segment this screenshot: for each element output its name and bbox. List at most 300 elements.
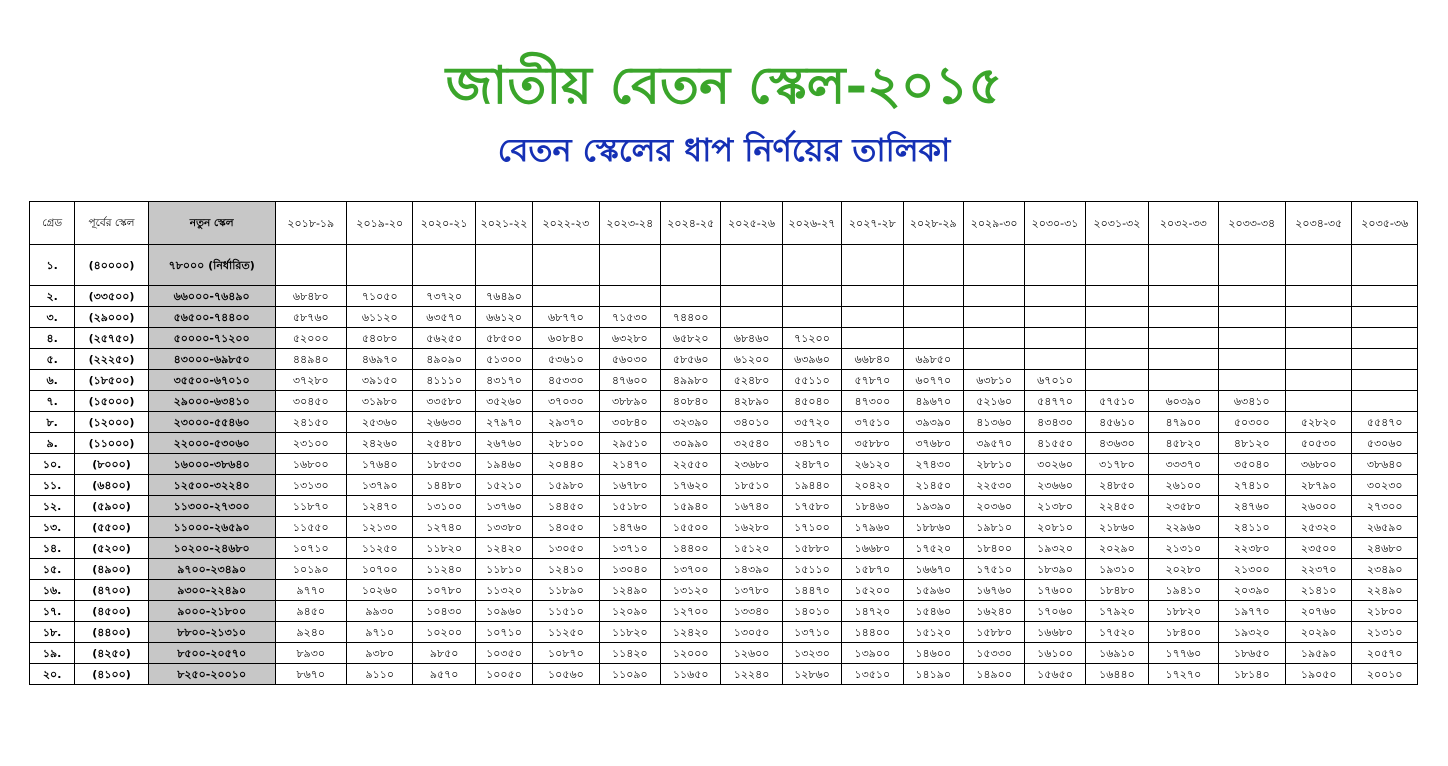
salary-step-cell: ১৮৪৮০	[1085, 580, 1148, 601]
salary-step-cell: ৩০৮৪০	[599, 412, 660, 433]
salary-step-cell: ১১২৫০	[347, 538, 413, 559]
salary-step-cell: ১৭৯৬০	[842, 517, 903, 538]
salary-step-cell: ১৫২১০	[475, 475, 532, 496]
salary-step-cell: ২০৮১০	[1025, 517, 1085, 538]
salary-step-cell: ১২১৩০	[347, 517, 413, 538]
salary-step-cell: ২২৩৮০	[1218, 538, 1285, 559]
salary-step-cell: ৬৫৮২০	[661, 328, 721, 349]
salary-step-cell	[1085, 370, 1148, 391]
salary-step-cell: ১৫১৮০	[599, 496, 660, 517]
column-header: ২০১৯-২০	[347, 202, 413, 245]
salary-step-cell: ১১৮২০	[413, 538, 475, 559]
column-header: নতুন স্কেল	[148, 202, 275, 245]
table-row	[30, 412, 1418, 433]
grade-cell: ৭.	[30, 391, 75, 412]
salary-step-cell: ১২৭০০	[661, 601, 721, 622]
salary-step-cell: ২৯৫১০	[599, 433, 660, 454]
page-title: জাতীয় বেতন স্কেল-২০১৫	[445, 55, 1003, 116]
salary-step-cell	[1352, 391, 1418, 412]
salary-step-cell: ১৮৫৩০	[413, 454, 475, 475]
salary-step-cell: ১৭১০০	[782, 517, 841, 538]
salary-step-cell: ৪৮১২০	[1218, 433, 1285, 454]
salary-step-cell	[599, 245, 660, 286]
salary-step-cell: ২৩১০০	[275, 433, 346, 454]
salary-step-cell: ২২৪৫০	[1085, 496, 1148, 517]
salary-step-cell: ২৮১০০	[533, 433, 599, 454]
previous-scale-cell: (৪১০০)	[75, 664, 148, 685]
salary-step-cell: ১৯৪৬০	[475, 454, 532, 475]
salary-step-cell	[1149, 286, 1218, 307]
salary-step-cell: ১৪৪০০	[661, 538, 721, 559]
salary-step-cell	[533, 245, 599, 286]
salary-step-cell: ২৭৩০০	[1352, 496, 1418, 517]
salary-step-cell: ১১৮২০	[599, 622, 660, 643]
salary-step-cell	[963, 286, 1024, 307]
grade-cell: ১৯.	[30, 643, 75, 664]
salary-step-cell: ১০২৬০	[347, 580, 413, 601]
column-header: ২০৩৫-৩৬	[1352, 202, 1418, 245]
salary-step-cell	[1085, 286, 1148, 307]
salary-step-cell: ১৪৪০০	[842, 622, 903, 643]
previous-scale-cell: (১৮৫০০)	[75, 370, 148, 391]
salary-step-cell: ১৬৬৭০	[903, 559, 963, 580]
salary-step-cell: ২৬৭৬০	[475, 433, 532, 454]
salary-step-cell: ৩৭২৮০	[275, 370, 346, 391]
salary-step-cell: ৪৪৯৪০	[275, 349, 346, 370]
salary-step-cell	[1025, 307, 1085, 328]
salary-step-cell: ২৯৩৭০	[533, 412, 599, 433]
salary-step-cell: ১৩৫১০	[842, 664, 903, 685]
column-header: ২০২২-২৩	[533, 202, 599, 245]
salary-step-cell: ৭১৫৩০	[599, 307, 660, 328]
salary-step-cell: ৩৭৫১০	[842, 412, 903, 433]
salary-step-cell: ১২৪২০	[661, 622, 721, 643]
grade-cell: ১৬.	[30, 580, 75, 601]
salary-step-cell	[782, 286, 841, 307]
salary-step-cell	[1149, 370, 1218, 391]
salary-step-cell: ৩৫২৬০	[475, 391, 532, 412]
table-row	[30, 433, 1418, 454]
salary-step-cell: ২৮৭৯০	[1285, 475, 1351, 496]
salary-step-cell: ১০৩৫০	[475, 643, 532, 664]
salary-step-cell: ১৩০৪০	[599, 559, 660, 580]
salary-step-cell: ৩০৪৫০	[275, 391, 346, 412]
salary-step-cell	[1285, 391, 1351, 412]
salary-step-cell: ১১৬৫০	[661, 664, 721, 685]
salary-step-cell: ১৬৭৬০	[963, 580, 1024, 601]
salary-step-cell: ১৭৫১০	[963, 559, 1024, 580]
salary-step-cell	[963, 307, 1024, 328]
salary-step-cell: ৭৩৭২০	[413, 286, 475, 307]
salary-step-cell: ৬৩২৮০	[599, 328, 660, 349]
salary-step-cell: ৪৫০৪০	[782, 391, 841, 412]
salary-step-cell: ১৩৭১০	[599, 538, 660, 559]
salary-step-cell	[1025, 328, 1085, 349]
salary-step-cell: ১৮৬৫০	[1218, 643, 1285, 664]
salary-step-cell: ৫৫৪৭০	[1352, 412, 1418, 433]
salary-step-cell	[1218, 328, 1285, 349]
salary-step-cell: ১৪৪৮০	[413, 475, 475, 496]
salary-step-cell: ২৮৮১০	[963, 454, 1024, 475]
salary-step-cell: ৮৯৩০	[275, 643, 346, 664]
salary-step-cell	[842, 328, 903, 349]
salary-step-cell: ১২৪৭০	[347, 496, 413, 517]
salary-step-cell: ১৯০৫০	[1285, 664, 1351, 685]
grade-cell: ১৭.	[30, 601, 75, 622]
column-header: ২০২৫-২৬	[721, 202, 782, 245]
salary-step-cell: ৪৯৯৮০	[661, 370, 721, 391]
salary-step-cell: ২৪১৫০	[275, 412, 346, 433]
salary-step-cell	[1352, 349, 1418, 370]
salary-step-cell: ৯৭১০	[347, 622, 413, 643]
salary-step-cell: ৩৭৬৮০	[903, 433, 963, 454]
salary-step-cell: ১৮৮২০	[1149, 601, 1218, 622]
salary-step-cell: ৩৪০১০	[721, 412, 782, 433]
column-header: ২০২০-২১	[413, 202, 475, 245]
grade-cell: ১১.	[30, 475, 75, 496]
new-scale-cell: ৫০০০০-৭১২০০	[148, 328, 275, 349]
salary-step-cell: ১২৪২০	[475, 538, 532, 559]
salary-step-cell: ১৬১০০	[1025, 643, 1085, 664]
salary-step-cell: ৫৮৭৬০	[275, 307, 346, 328]
salary-step-cell: ২৩৪৯০	[1352, 559, 1418, 580]
salary-step-cell	[1285, 370, 1351, 391]
new-scale-cell: ৩৫৫০০-৬৭০১০	[148, 370, 275, 391]
salary-step-cell: ১৪৪৫০	[533, 496, 599, 517]
salary-step-cell: ৪২৮৯০	[721, 391, 782, 412]
salary-step-cell: ৫৬০৩০	[599, 349, 660, 370]
salary-step-cell: ৯৫৭০	[413, 664, 475, 685]
salary-step-cell: ১৩১৩০	[275, 475, 346, 496]
grade-cell: ৩.	[30, 307, 75, 328]
salary-step-cell: ৩৫৭২০	[782, 412, 841, 433]
salary-step-cell: ৫৬২৫০	[413, 328, 475, 349]
salary-step-cell	[1218, 307, 1285, 328]
salary-step-cell: ৪৭৩০০	[842, 391, 903, 412]
salary-step-cell: ৬৩৮১০	[963, 370, 1024, 391]
salary-step-cell: ২৭৯৭০	[475, 412, 532, 433]
previous-scale-cell: (৫৯০০)	[75, 496, 148, 517]
salary-step-cell	[782, 245, 841, 286]
new-scale-cell: ৪৩০০০-৬৯৮৫০	[148, 349, 275, 370]
salary-step-cell: ২০০১০	[1352, 664, 1418, 685]
salary-step-cell: ১১৮৭০	[275, 496, 346, 517]
salary-step-cell: ১৬৭৪০	[721, 496, 782, 517]
salary-step-cell: ২১৪৫০	[903, 475, 963, 496]
salary-step-cell: ২২৯৬০	[1149, 517, 1218, 538]
salary-step-cell: ২১৩১০	[1149, 538, 1218, 559]
salary-step-cell: ৪৩১৭০	[475, 370, 532, 391]
salary-step-cell: ১৭৫২০	[1085, 622, 1148, 643]
salary-step-cell: ৬১২০০	[721, 349, 782, 370]
salary-step-cell: ১৬৪৪০	[1085, 664, 1148, 685]
new-scale-cell: ৭৮০০০ (নির্ধারিত)	[148, 245, 275, 286]
salary-step-cell	[782, 307, 841, 328]
salary-step-cell: ৬৮৪৬০	[721, 328, 782, 349]
salary-step-cell: ১১০৯০	[599, 664, 660, 685]
salary-step-cell: ২১৮০০	[1352, 601, 1418, 622]
new-scale-cell: ১৬০০০-৩৮৬৪০	[148, 454, 275, 475]
salary-step-cell: ১২৪৯০	[599, 580, 660, 601]
salary-step-cell: ১৫৫০০	[661, 517, 721, 538]
salary-step-cell	[1218, 349, 1285, 370]
salary-step-cell: ১১৮১০	[475, 559, 532, 580]
salary-step-cell: ১৩৭৬০	[475, 496, 532, 517]
salary-step-cell: ১৭৭৬০	[1149, 643, 1218, 664]
table-row	[30, 328, 1418, 349]
salary-step-cell	[963, 245, 1024, 286]
previous-scale-cell: (৮০০০)	[75, 454, 148, 475]
salary-step-cell: ১৩৭৯০	[347, 475, 413, 496]
salary-step-cell: ৯২৪০	[275, 622, 346, 643]
salary-step-cell: ১৭০৬০	[1025, 601, 1085, 622]
salary-step-cell: ১৭৯২০	[1085, 601, 1148, 622]
salary-step-cell	[1149, 349, 1218, 370]
salary-step-cell: ৯১১০	[347, 664, 413, 685]
salary-step-cell: ১৫৪৬০	[903, 601, 963, 622]
salary-step-cell: ১৯৩১০	[1085, 559, 1148, 580]
salary-step-cell: ২০৭৬০	[1285, 601, 1351, 622]
salary-step-cell	[1085, 245, 1148, 286]
salary-step-cell: ১১৮৯০	[533, 580, 599, 601]
salary-step-cell: ১৬২৪০	[963, 601, 1024, 622]
salary-step-cell: ৭১২০০	[782, 328, 841, 349]
salary-step-cell: ৩৮৮৯০	[599, 391, 660, 412]
salary-step-cell: ২৫৪৮০	[413, 433, 475, 454]
salary-step-cell: ২০৪২০	[842, 475, 903, 496]
salary-step-cell: ৫১৩০০	[475, 349, 532, 370]
salary-step-cell: ৫৪৭৭০	[1025, 391, 1085, 412]
salary-step-cell: ৬৮৭৭০	[533, 307, 599, 328]
salary-step-cell: ১৭৬২০	[661, 475, 721, 496]
salary-step-cell: ৩৫০৪০	[1218, 454, 1285, 475]
previous-scale-cell: (১১০০০)	[75, 433, 148, 454]
salary-step-cell: ৩৯১৫০	[347, 370, 413, 391]
salary-step-cell: ৫২১৬০	[963, 391, 1024, 412]
salary-step-cell: ২০৪৪০	[533, 454, 599, 475]
salary-step-cell: ১০৭১০	[275, 538, 346, 559]
salary-step-cell: ১২৬০০	[721, 643, 782, 664]
salary-step-cell: ১৫৯৬০	[903, 580, 963, 601]
salary-step-cell: ৪০৮৪০	[661, 391, 721, 412]
salary-step-cell: ১৭৫৮০	[782, 496, 841, 517]
salary-step-cell: ৩৯৫৭০	[963, 433, 1024, 454]
salary-step-cell: ৭১০৫০	[347, 286, 413, 307]
table-row	[30, 391, 1418, 412]
salary-step-cell: ৬০৭৭০	[903, 370, 963, 391]
salary-step-cell: ৫২০০০	[275, 328, 346, 349]
salary-step-cell: ২০৩৯০	[1218, 580, 1285, 601]
new-scale-cell: ৯০০০-২১৮০০	[148, 601, 275, 622]
salary-step-cell: ২৪৭৬০	[1218, 496, 1285, 517]
salary-step-cell: ২৭৪১০	[1218, 475, 1285, 496]
salary-step-cell: ১৮৪০০	[1149, 622, 1218, 643]
salary-step-cell: ২১৩৮০	[1025, 496, 1085, 517]
salary-step-cell: ১৮৫১০	[721, 475, 782, 496]
salary-step-cell: ১০৫৬০	[533, 664, 599, 685]
salary-step-cell: ২৬১০০	[1149, 475, 1218, 496]
salary-step-cell: ৫০৩০০	[1218, 412, 1285, 433]
salary-step-cell: ১৩৩৮০	[475, 517, 532, 538]
salary-step-cell: ৬০৩৯০	[1149, 391, 1218, 412]
salary-step-cell: ১৫৮৮০	[963, 622, 1024, 643]
grade-cell: ৬.	[30, 370, 75, 391]
column-header: ২০২৪-২৫	[661, 202, 721, 245]
salary-step-cell: ১৬৯১০	[1085, 643, 1148, 664]
salary-step-cell: ৬৩৫৭০	[413, 307, 475, 328]
salary-step-cell: ২৩৬৮০	[721, 454, 782, 475]
grade-cell: ১.	[30, 245, 75, 286]
salary-step-cell: ১৩৭০০	[661, 559, 721, 580]
salary-step-cell: ৫৩৬১০	[533, 349, 599, 370]
previous-scale-cell: (৪৫০০)	[75, 601, 148, 622]
table-row	[30, 370, 1418, 391]
salary-step-cell: ১৪৪৭০	[782, 580, 841, 601]
table-row	[30, 454, 1418, 475]
salary-step-cell: ১৬৭৮০	[599, 475, 660, 496]
table-header-row	[30, 202, 1418, 245]
salary-step-cell: ১৩৯০০	[842, 643, 903, 664]
salary-step-cell	[1149, 245, 1218, 286]
salary-step-cell: ১৬৬৮০	[1025, 622, 1085, 643]
column-header: গ্রেড	[30, 202, 75, 245]
salary-step-cell: ৪১৩৬০	[963, 412, 1024, 433]
salary-step-cell: ৪৯০৯০	[413, 349, 475, 370]
salary-step-cell: ৯৭৭০	[275, 580, 346, 601]
table-row	[30, 664, 1418, 685]
salary-step-cell: ২৪৮৫০	[1085, 475, 1148, 496]
salary-step-cell: ১০৭৮০	[413, 580, 475, 601]
column-header: ২০৩৩-৩৪	[1218, 202, 1285, 245]
salary-step-cell: ১৯৪১০	[1149, 580, 1218, 601]
previous-scale-cell: (৪৯০০)	[75, 559, 148, 580]
salary-step-cell: ২১৪৭০	[599, 454, 660, 475]
salary-step-cell: ৬৬১২০	[475, 307, 532, 328]
salary-step-cell: ১৪০৫০	[533, 517, 599, 538]
salary-step-cell: ৬৩৯৬০	[782, 349, 841, 370]
salary-step-cell	[1085, 349, 1148, 370]
salary-step-cell: ৪৩৪৩০	[1025, 412, 1085, 433]
salary-step-cell	[1218, 370, 1285, 391]
salary-step-cell: ১৩৩৪০	[721, 601, 782, 622]
salary-step-cell	[903, 286, 963, 307]
salary-step-cell: ৩২৩৯০	[661, 412, 721, 433]
salary-step-cell: ৪৭৬০০	[599, 370, 660, 391]
salary-step-cell: ২৩৫০০	[1285, 538, 1351, 559]
salary-step-cell	[842, 245, 903, 286]
salary-step-cell: ১২০৯০	[599, 601, 660, 622]
salary-step-cell	[1352, 328, 1418, 349]
salary-step-cell: ২১৩১০	[1352, 622, 1418, 643]
salary-step-cell: ৮৬৭০	[275, 664, 346, 685]
salary-step-cell	[1285, 349, 1351, 370]
salary-step-cell	[1149, 328, 1218, 349]
salary-step-cell: ১৯৫৯০	[1285, 643, 1351, 664]
previous-scale-cell: (৪৪০০)	[75, 622, 148, 643]
new-scale-cell: ১২৫০০-৩২২৪০	[148, 475, 275, 496]
salary-step-cell: ১১৩২০	[475, 580, 532, 601]
salary-step-cell: ৬০৮৪০	[533, 328, 599, 349]
salary-step-cell: ৩৭০৩০	[533, 391, 599, 412]
salary-step-cell: ১৭২৭০	[1149, 664, 1218, 685]
grade-cell: ৯.	[30, 433, 75, 454]
salary-step-cell: ১১২৫০	[533, 622, 599, 643]
salary-step-cell: ৫২৪৮০	[721, 370, 782, 391]
salary-step-cell	[661, 245, 721, 286]
column-header: ২০২৭-২৮	[842, 202, 903, 245]
salary-step-cell: ৪৭৯০০	[1149, 412, 1218, 433]
salary-step-cell	[842, 307, 903, 328]
salary-step-cell	[533, 286, 599, 307]
page-subtitle: বেতন স্কেলের ধাপ নির্ণয়ের তালিকা	[497, 131, 951, 169]
salary-step-cell: ১৮১৪০	[1218, 664, 1285, 685]
column-header: পূর্বের স্কেল	[75, 202, 148, 245]
salary-step-cell	[1352, 307, 1418, 328]
table-row	[30, 538, 1418, 559]
salary-step-cell: ৪৩৬৩০	[1085, 433, 1148, 454]
salary-step-cell: ২১৮৬০	[1085, 517, 1148, 538]
salary-step-cell: ২০৩৬০	[963, 496, 1024, 517]
column-header: ২০২৩-২৪	[599, 202, 660, 245]
salary-step-cell	[599, 286, 660, 307]
salary-step-cell: ১৯৪৪০	[782, 475, 841, 496]
salary-step-cell: ১৩০৫০	[533, 538, 599, 559]
new-scale-cell: ২৩০০০-৫৫৪৬০	[148, 412, 275, 433]
salary-step-cell: ১৪০১০	[782, 601, 841, 622]
salary-step-cell: ৫৭৮৭০	[842, 370, 903, 391]
salary-step-cell: ৯৩৮০	[347, 643, 413, 664]
grade-cell: ১৪.	[30, 538, 75, 559]
salary-step-cell	[721, 307, 782, 328]
column-header: ২০২৮-২৯	[903, 202, 963, 245]
salary-step-cell: ১৭৫২০	[903, 538, 963, 559]
salary-step-cell: ১৭৬০০	[1025, 580, 1085, 601]
salary-step-cell: ৩৯৩৯০	[903, 412, 963, 433]
column-header: ২০৩১-৩২	[1085, 202, 1148, 245]
grade-cell: ১৩.	[30, 517, 75, 538]
salary-step-cell: ২৬৫৯০	[1352, 517, 1418, 538]
grade-cell: ১৮.	[30, 622, 75, 643]
previous-scale-cell: (৪০০০০)	[75, 245, 148, 286]
salary-step-cell: ৩২৫৪০	[721, 433, 782, 454]
salary-step-cell: ৫৫১১০	[782, 370, 841, 391]
salary-step-cell: ৫৩০৬০	[1352, 433, 1418, 454]
salary-step-cell: ৩৮৬৪০	[1352, 454, 1418, 475]
salary-step-cell: ৪৫৮২০	[1149, 433, 1218, 454]
salary-step-cell: ৩০৯৯০	[661, 433, 721, 454]
salary-step-cell: ১৬৮০০	[275, 454, 346, 475]
salary-step-cell: ১৫১২০	[903, 622, 963, 643]
salary-step-cell: ২৪২৬০	[347, 433, 413, 454]
grade-cell: ৪.	[30, 328, 75, 349]
salary-step-cell	[963, 349, 1024, 370]
salary-step-cell	[1085, 328, 1148, 349]
column-header: ২০২৬-২৭	[782, 202, 841, 245]
salary-step-cell: ১৮৩৯০	[1025, 559, 1085, 580]
previous-scale-cell: (২৯০০০)	[75, 307, 148, 328]
table-row	[30, 475, 1418, 496]
column-header: ২০৩৪-৩৫	[1285, 202, 1351, 245]
grade-cell: ৮.	[30, 412, 75, 433]
column-header: ২০১৮-১৯	[275, 202, 346, 245]
salary-step-cell: ১০২০০	[413, 622, 475, 643]
salary-step-cell	[1085, 307, 1148, 328]
new-scale-cell: ৮২৫০-২০০১০	[148, 664, 275, 685]
new-scale-cell: ২২০০০-৫৩০৬০	[148, 433, 275, 454]
salary-step-cell: ১২৪১০	[533, 559, 599, 580]
salary-step-cell	[413, 245, 475, 286]
salary-step-cell	[721, 286, 782, 307]
